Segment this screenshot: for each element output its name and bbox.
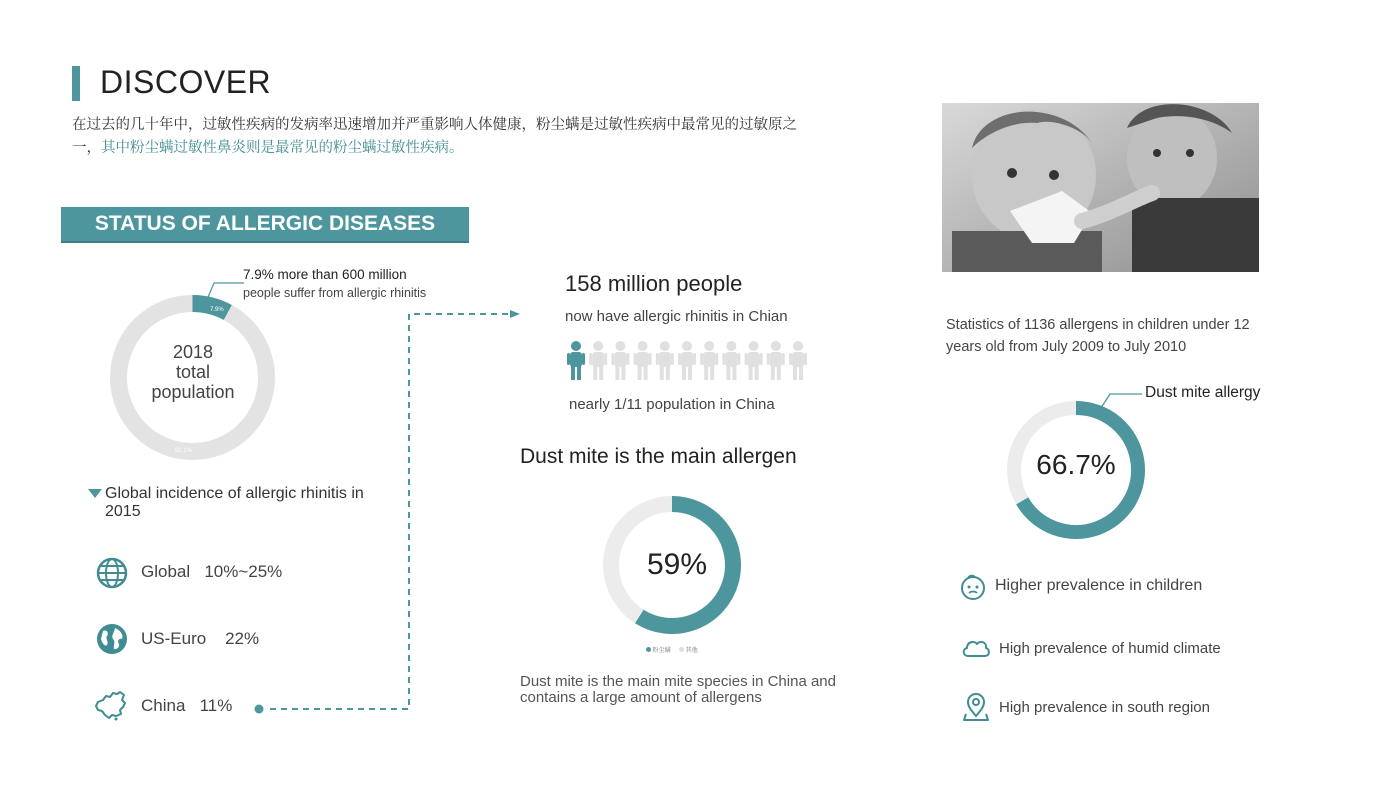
dashed-connector — [250, 305, 525, 720]
region-useuro-value: 22% — [225, 629, 260, 648]
callout-main: 7.9% more than 600 million — [243, 267, 407, 282]
callout-sub: people suffer from allergic rhinitis — [243, 286, 427, 300]
dust-mite-description: Dust mite is the main mite species in China and contains a large amount of allergens — [520, 673, 836, 706]
dust-mite-legend — [646, 645, 698, 654]
incidence-heading: Global incidence of allergic rhinitis in 2015 — [105, 485, 364, 520]
region-global-value: 10%~25% — [204, 562, 283, 581]
china-map-icon — [94, 688, 128, 722]
people-pictogram — [563, 340, 813, 385]
feature-children: Higher prevalence in children — [995, 577, 1203, 594]
title-accent-bar — [72, 66, 80, 101]
region-china-label: China — [141, 696, 186, 715]
status-banner: STATUS OF ALLERGIC DISEASES — [61, 207, 469, 243]
center-line-2: total — [175, 362, 211, 382]
region-global-label: Global — [141, 562, 191, 581]
population-center-label — [140, 342, 246, 402]
region-useuro — [141, 629, 259, 649]
feature-south: High prevalence in south region — [999, 699, 1210, 716]
person-icon — [722, 341, 740, 380]
earth-icon — [95, 622, 129, 656]
allergy-callout: Dust mite allergy — [1145, 384, 1261, 401]
dust-mite-percent: 59% — [646, 548, 708, 581]
person-icon — [678, 341, 696, 380]
person-icon — [589, 341, 607, 380]
feature-humid: High prevalence of humid climate — [999, 640, 1221, 657]
location-pin-icon — [962, 692, 990, 722]
stats-text: Statistics of 1136 allergens in children under 12 years old from July 2009 to July 2010 — [946, 317, 1250, 355]
connector-dot — [255, 705, 264, 714]
intro-highlight: 其中粉尘螨过敏性鼻炎则是最常见的粉尘螨过敏性疾病。 — [101, 140, 464, 156]
person-icon — [634, 341, 652, 380]
small-slice-label: 7.9% — [210, 307, 224, 313]
globe-icon — [95, 556, 129, 590]
person-icon — [611, 341, 629, 380]
children-photo — [942, 103, 1259, 272]
callout-leader — [200, 276, 245, 306]
people-headline: 158 million people — [565, 271, 743, 296]
center-line-3: population — [151, 382, 235, 402]
person-icon — [789, 341, 807, 380]
people-subline: now have allergic rhinitis in Chian — [565, 308, 788, 325]
center-line-1: 2018 — [172, 342, 214, 362]
people-ratio-text: nearly 1/11 population in China — [569, 396, 775, 413]
person-icon — [767, 341, 785, 380]
allergy-percent: 66.7% — [1036, 449, 1116, 480]
region-china — [141, 696, 232, 716]
dust-mite-heading: Dust mite is the main allergen — [520, 445, 797, 468]
page-title: DISCOVER — [100, 64, 272, 100]
region-useuro-label: US-Euro — [141, 629, 207, 648]
triangle-marker-icon — [88, 489, 102, 498]
cloud-icon — [961, 636, 991, 660]
large-slice-label: 92.1% — [175, 448, 193, 454]
intro-paragraph — [72, 114, 812, 160]
person-icon — [745, 341, 763, 380]
person-icon — [656, 341, 674, 380]
legend-dot-primary — [646, 647, 651, 652]
intro-text: 在过去的几十年中，过敏性疾病的发病率迅速增加并严重影响人体健康，粉尘螨是过敏性疾病中最常见的过敏原之一， — [72, 117, 797, 156]
arrowhead-icon — [510, 310, 520, 318]
person-icon-highlighted — [567, 341, 585, 380]
person-icon — [700, 341, 718, 380]
child-face-icon — [959, 573, 987, 601]
region-china-value: 11% — [199, 696, 233, 715]
legend-dot-other — [679, 647, 684, 652]
legend-other: 其他 — [685, 648, 698, 654]
legend-primary: 粉尘螨 — [652, 648, 671, 654]
